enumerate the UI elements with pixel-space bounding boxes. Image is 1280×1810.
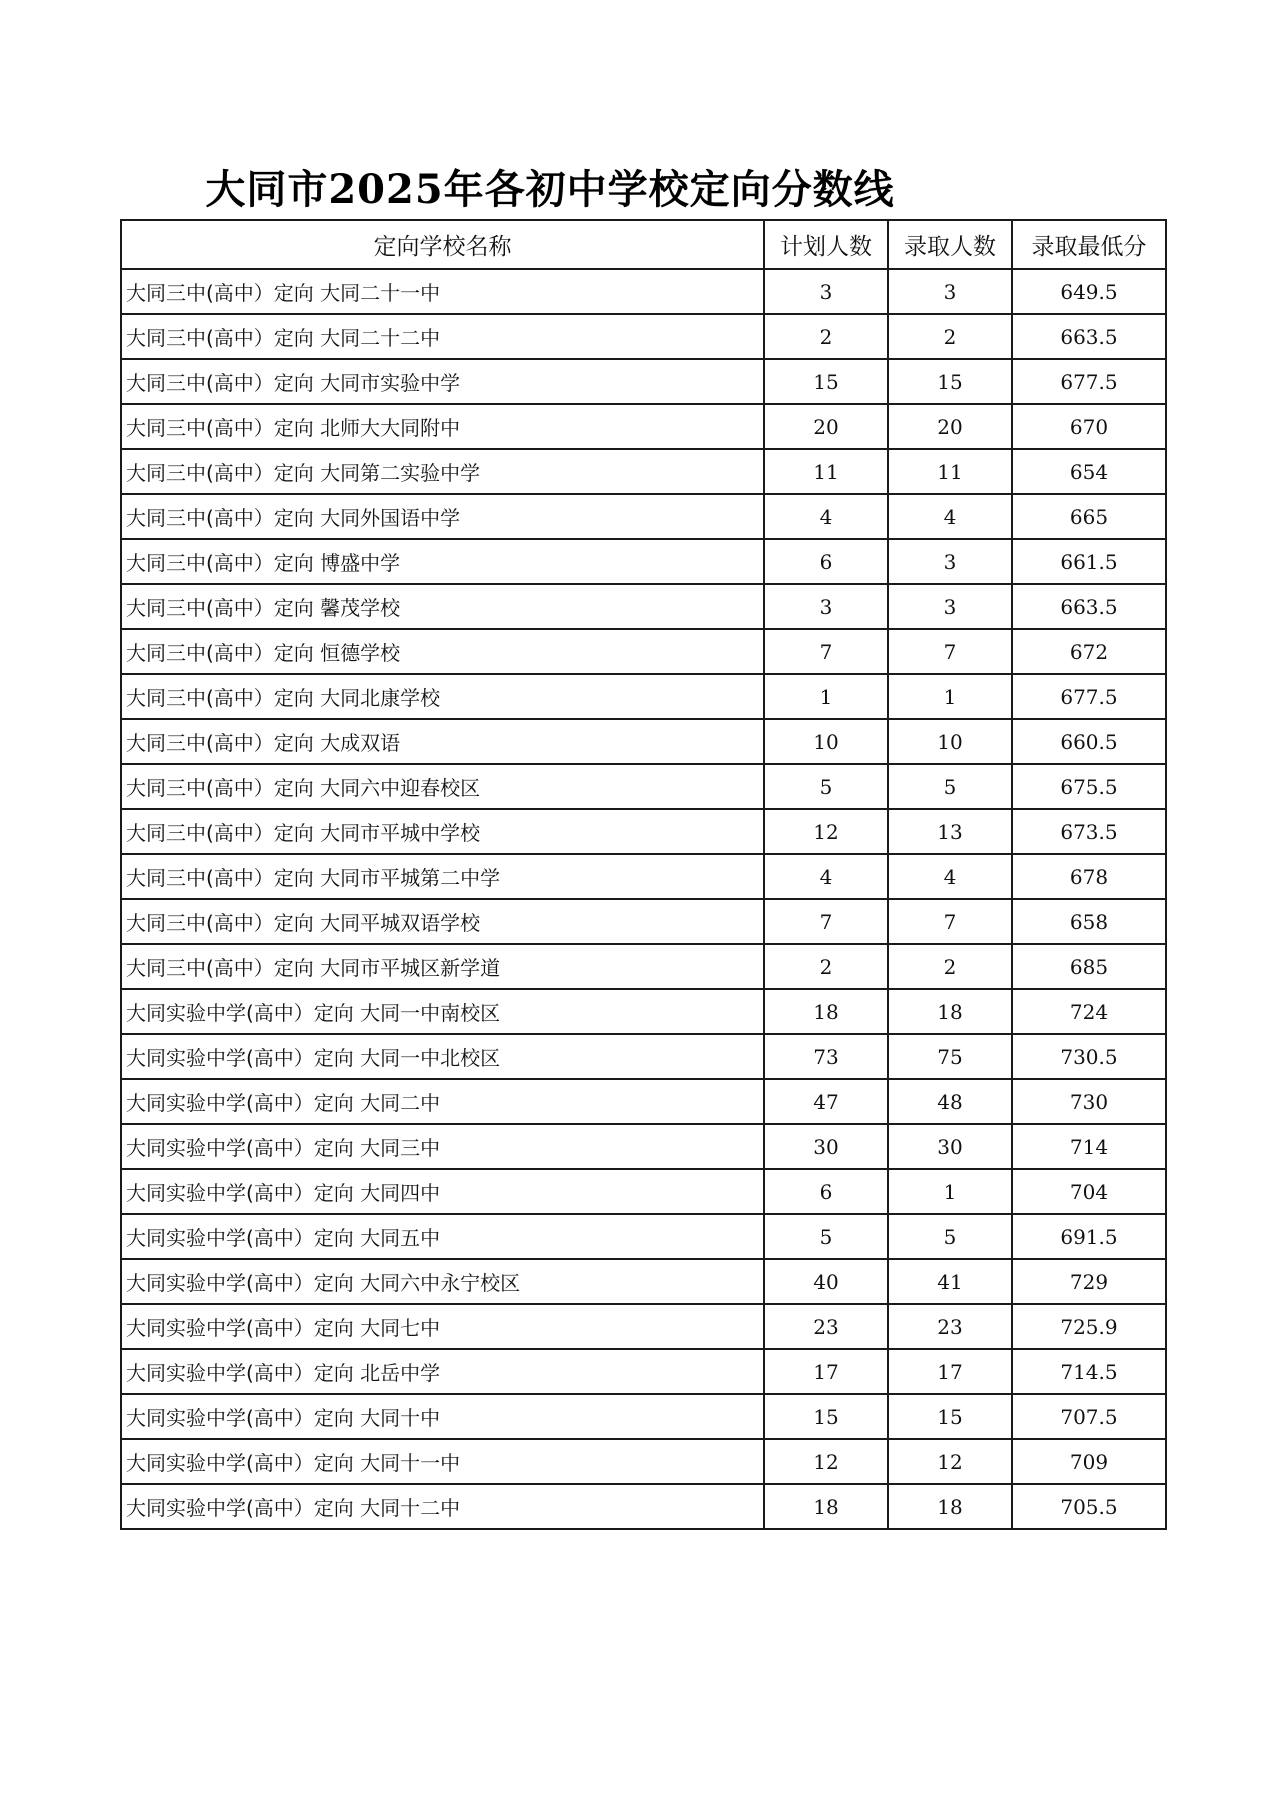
plan-count-cell: 11 (764, 449, 888, 494)
admitted-count-cell: 1 (888, 1169, 1012, 1214)
table-row (121, 1259, 1166, 1304)
admitted-count-cell: 5 (888, 1214, 1012, 1259)
plan-count-cell: 2 (764, 314, 888, 359)
table-row (121, 314, 1166, 359)
plan-count-cell: 6 (764, 539, 888, 584)
admitted-count-cell: 15 (888, 359, 1012, 404)
min-score-cell: 661.5 (1012, 539, 1166, 584)
school-name-cell: 大同实验中学(高中）定向 大同三中 (121, 1124, 764, 1169)
admitted-count-cell: 2 (888, 944, 1012, 989)
table-row (121, 494, 1166, 539)
plan-count-cell: 12 (764, 1439, 888, 1484)
min-score-cell: 663.5 (1012, 584, 1166, 629)
plan-count-cell: 3 (764, 269, 888, 314)
min-score-cell: 675.5 (1012, 764, 1166, 809)
min-score-cell: 725.9 (1012, 1304, 1166, 1349)
admitted-count-cell: 5 (888, 764, 1012, 809)
admitted-count-cell: 48 (888, 1079, 1012, 1124)
school-name-cell: 大同实验中学(高中）定向 大同一中北校区 (121, 1034, 764, 1079)
school-name-cell: 大同三中(高中）定向 北师大大同附中 (121, 404, 764, 449)
table-body (121, 269, 1166, 1529)
school-name-cell: 大同三中(高中）定向 大同北康学校 (121, 674, 764, 719)
min-score-cell: 660.5 (1012, 719, 1166, 764)
table-row (121, 584, 1166, 629)
school-name-cell: 大同实验中学(高中）定向 大同二中 (121, 1079, 764, 1124)
admitted-count-cell: 12 (888, 1439, 1012, 1484)
min-score-cell: 704 (1012, 1169, 1166, 1214)
admitted-count-cell: 18 (888, 1484, 1012, 1529)
admitted-count-cell: 75 (888, 1034, 1012, 1079)
school-name-cell: 大同三中(高中）定向 博盛中学 (121, 539, 764, 584)
admitted-count-cell: 3 (888, 269, 1012, 314)
admitted-count-cell: 30 (888, 1124, 1012, 1169)
admitted-count-cell: 41 (888, 1259, 1012, 1304)
plan-count-cell: 6 (764, 1169, 888, 1214)
table-row (121, 944, 1166, 989)
min-score-cell: 714.5 (1012, 1349, 1166, 1394)
plan-count-cell: 7 (764, 899, 888, 944)
table-row (121, 719, 1166, 764)
plan-count-cell: 3 (764, 584, 888, 629)
school-name-cell: 大同三中(高中）定向 大同二十二中 (121, 314, 764, 359)
school-name-cell: 大同实验中学(高中）定向 大同四中 (121, 1169, 764, 1214)
min-score-cell: 729 (1012, 1259, 1166, 1304)
min-score-cell: 677.5 (1012, 359, 1166, 404)
min-score-cell: 665 (1012, 494, 1166, 539)
min-score-cell: 654 (1012, 449, 1166, 494)
header-admitted-count: 录取人数 (888, 220, 1012, 269)
admitted-count-cell: 23 (888, 1304, 1012, 1349)
min-score-cell: 672 (1012, 629, 1166, 674)
min-score-cell: 658 (1012, 899, 1166, 944)
min-score-cell: 730 (1012, 1079, 1166, 1124)
plan-count-cell: 1 (764, 674, 888, 719)
school-name-cell: 大同实验中学(高中）定向 北岳中学 (121, 1349, 764, 1394)
table-row (121, 989, 1166, 1034)
school-name-cell: 大同三中(高中）定向 大同外国语中学 (121, 494, 764, 539)
school-name-cell: 大同三中(高中）定向 大同平城双语学校 (121, 899, 764, 944)
school-name-cell: 大同三中(高中）定向 大同市平城中学校 (121, 809, 764, 854)
plan-count-cell: 23 (764, 1304, 888, 1349)
admitted-count-cell: 13 (888, 809, 1012, 854)
table-row (121, 1124, 1166, 1169)
school-name-cell: 大同三中(高中）定向 馨茂学校 (121, 584, 764, 629)
plan-count-cell: 73 (764, 1034, 888, 1079)
admitted-count-cell: 11 (888, 449, 1012, 494)
admitted-count-cell: 20 (888, 404, 1012, 449)
school-name-cell: 大同实验中学(高中）定向 大同十一中 (121, 1439, 764, 1484)
admitted-count-cell: 18 (888, 989, 1012, 1034)
table-row (121, 1439, 1166, 1484)
min-score-cell: 673.5 (1012, 809, 1166, 854)
plan-count-cell: 18 (764, 989, 888, 1034)
min-score-cell: 709 (1012, 1439, 1166, 1484)
admitted-count-cell: 15 (888, 1394, 1012, 1439)
school-name-cell: 大同实验中学(高中）定向 大同六中永宁校区 (121, 1259, 764, 1304)
plan-count-cell: 17 (764, 1349, 888, 1394)
school-name-cell: 大同三中(高中）定向 大同市平城第二中学 (121, 854, 764, 899)
plan-count-cell: 40 (764, 1259, 888, 1304)
school-name-cell: 大同三中(高中）定向 大同市实验中学 (121, 359, 764, 404)
table-row (121, 629, 1166, 674)
school-name-cell: 大同实验中学(高中）定向 大同五中 (121, 1214, 764, 1259)
admitted-count-cell: 4 (888, 494, 1012, 539)
table-row (121, 1304, 1166, 1349)
score-table (120, 219, 1167, 1530)
min-score-cell: 730.5 (1012, 1034, 1166, 1079)
table-row (121, 1079, 1166, 1124)
admitted-count-cell: 2 (888, 314, 1012, 359)
table-row (121, 539, 1166, 584)
plan-count-cell: 12 (764, 809, 888, 854)
plan-count-cell: 20 (764, 404, 888, 449)
admitted-count-cell: 3 (888, 584, 1012, 629)
table-row (121, 1394, 1166, 1439)
table-row (121, 449, 1166, 494)
header-plan-count: 计划人数 (764, 220, 888, 269)
admitted-count-cell: 3 (888, 539, 1012, 584)
min-score-cell: 678 (1012, 854, 1166, 899)
table-row (121, 1349, 1166, 1394)
plan-count-cell: 5 (764, 1214, 888, 1259)
plan-count-cell: 4 (764, 494, 888, 539)
table-row (121, 854, 1166, 899)
page-title: 大同市2025年各初中学校定向分数线 (205, 166, 895, 213)
header-school-name: 定向学校名称 (121, 220, 764, 269)
admitted-count-cell: 7 (888, 899, 1012, 944)
min-score-cell: 685 (1012, 944, 1166, 989)
min-score-cell: 705.5 (1012, 1484, 1166, 1529)
min-score-cell: 670 (1012, 404, 1166, 449)
school-name-cell: 大同三中(高中）定向 大同第二实验中学 (121, 449, 764, 494)
table-header-row (121, 220, 1166, 269)
admitted-count-cell: 1 (888, 674, 1012, 719)
min-score-cell: 663.5 (1012, 314, 1166, 359)
school-name-cell: 大同三中(高中）定向 恒德学校 (121, 629, 764, 674)
school-name-cell: 大同实验中学(高中）定向 大同七中 (121, 1304, 764, 1349)
plan-count-cell: 4 (764, 854, 888, 899)
plan-count-cell: 10 (764, 719, 888, 764)
table-row (121, 1034, 1166, 1079)
school-name-cell: 大同实验中学(高中）定向 大同一中南校区 (121, 989, 764, 1034)
table-row (121, 359, 1166, 404)
table-row (121, 764, 1166, 809)
admitted-count-cell: 4 (888, 854, 1012, 899)
table-row (121, 1214, 1166, 1259)
table-row (121, 899, 1166, 944)
table-row (121, 1484, 1166, 1529)
admitted-count-cell: 10 (888, 719, 1012, 764)
table-row (121, 404, 1166, 449)
header-min-score: 录取最低分 (1012, 220, 1166, 269)
admitted-count-cell: 7 (888, 629, 1012, 674)
plan-count-cell: 47 (764, 1079, 888, 1124)
plan-count-cell: 18 (764, 1484, 888, 1529)
table-row (121, 1169, 1166, 1214)
school-name-cell: 大同实验中学(高中）定向 大同十中 (121, 1394, 764, 1439)
plan-count-cell: 5 (764, 764, 888, 809)
plan-count-cell: 15 (764, 1394, 888, 1439)
plan-count-cell: 7 (764, 629, 888, 674)
min-score-cell: 707.5 (1012, 1394, 1166, 1439)
plan-count-cell: 30 (764, 1124, 888, 1169)
school-name-cell: 大同三中(高中）定向 大同六中迎春校区 (121, 764, 764, 809)
school-name-cell: 大同三中(高中）定向 大同市平城区新学道 (121, 944, 764, 989)
min-score-cell: 724 (1012, 989, 1166, 1034)
min-score-cell: 677.5 (1012, 674, 1166, 719)
min-score-cell: 691.5 (1012, 1214, 1166, 1259)
school-name-cell: 大同三中(高中）定向 大成双语 (121, 719, 764, 764)
school-name-cell: 大同实验中学(高中）定向 大同十二中 (121, 1484, 764, 1529)
table-row (121, 809, 1166, 854)
min-score-cell: 714 (1012, 1124, 1166, 1169)
admitted-count-cell: 17 (888, 1349, 1012, 1394)
table-row (121, 674, 1166, 719)
min-score-cell: 649.5 (1012, 269, 1166, 314)
plan-count-cell: 15 (764, 359, 888, 404)
school-name-cell: 大同三中(高中）定向 大同二十一中 (121, 269, 764, 314)
table-row (121, 269, 1166, 314)
plan-count-cell: 2 (764, 944, 888, 989)
